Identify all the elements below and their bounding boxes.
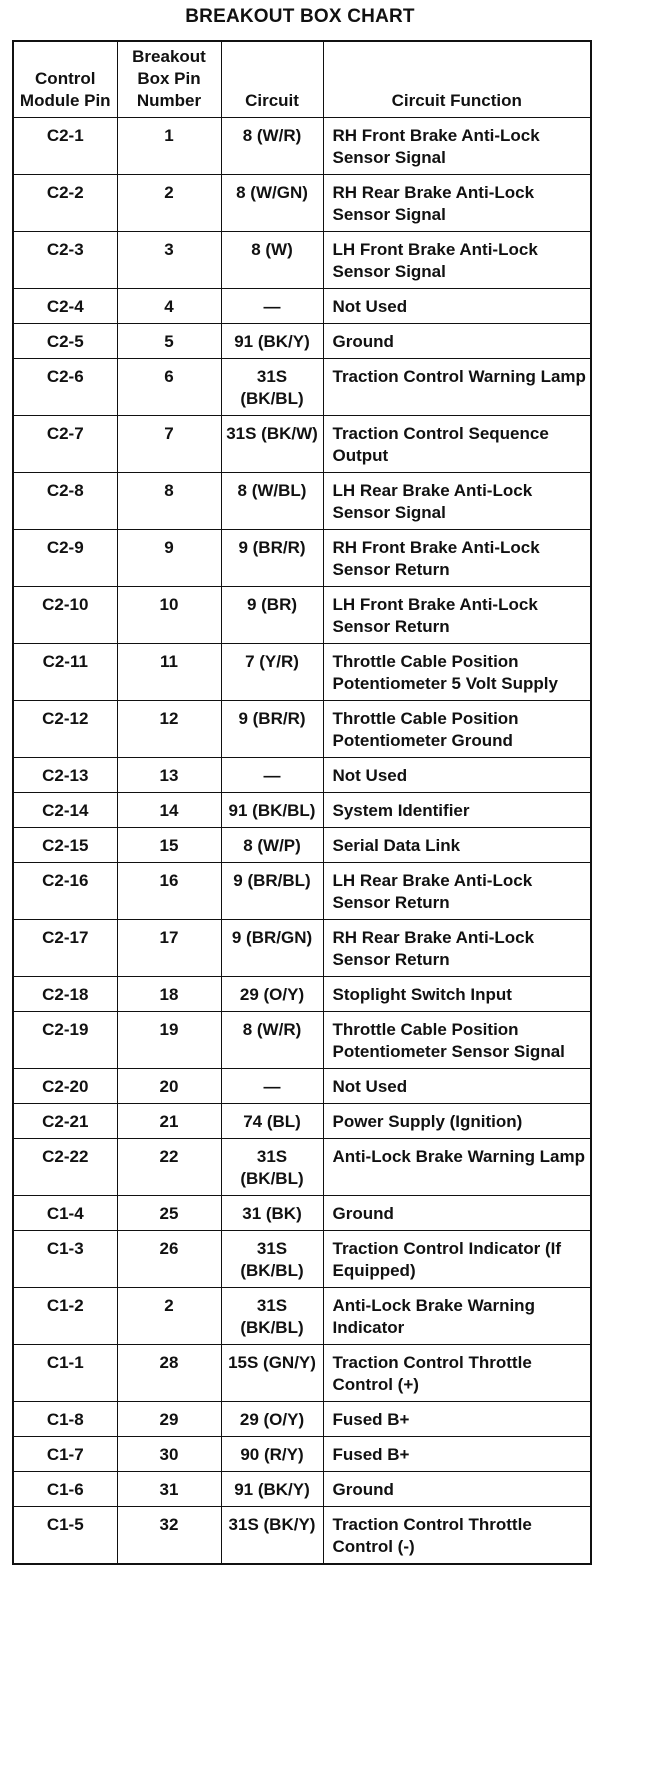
cell-circuit: — xyxy=(221,289,323,324)
cell-circuit-function: Stoplight Switch Input xyxy=(323,977,591,1012)
cell-circuit-function: Ground xyxy=(323,1196,591,1231)
cell-control-module-pin: C2-19 xyxy=(13,1012,117,1069)
cell-circuit-function: Throttle Cable Position Potentiometer Ground xyxy=(323,701,591,758)
cell-circuit: 29 (O/Y) xyxy=(221,1402,323,1437)
table-row xyxy=(13,1231,591,1288)
breakout-box-table xyxy=(12,40,592,1565)
table-row xyxy=(13,828,591,863)
cell-circuit-function: LH Rear Brake Anti-Lock Sensor Return xyxy=(323,863,591,920)
cell-circuit: 9 (BR/GN) xyxy=(221,920,323,977)
cell-circuit-function: RH Front Brake Anti-Lock Sensor Signal xyxy=(323,118,591,175)
cell-circuit-function: Not Used xyxy=(323,289,591,324)
cell-circuit-function: Traction Control Warning Lamp xyxy=(323,359,591,416)
cell-circuit-function: Throttle Cable Position Potentiometer Sensor Signal xyxy=(323,1012,591,1069)
table-row xyxy=(13,1139,591,1196)
cell-circuit-function: RH Front Brake Anti-Lock Sensor Return xyxy=(323,530,591,587)
cell-breakout-box-pin: 26 xyxy=(117,1231,221,1288)
cell-circuit: — xyxy=(221,758,323,793)
cell-breakout-box-pin: 1 xyxy=(117,118,221,175)
cell-circuit-function: Traction Control Sequence Output xyxy=(323,416,591,473)
cell-circuit: 8 (W) xyxy=(221,232,323,289)
cell-circuit: 8 (W/BL) xyxy=(221,473,323,530)
cell-circuit-function: Not Used xyxy=(323,1069,591,1104)
cell-breakout-box-pin: 9 xyxy=(117,530,221,587)
table-row xyxy=(13,758,591,793)
cell-breakout-box-pin: 17 xyxy=(117,920,221,977)
table-row xyxy=(13,175,591,232)
cell-breakout-box-pin: 11 xyxy=(117,644,221,701)
cell-breakout-box-pin: 2 xyxy=(117,175,221,232)
table-row xyxy=(13,587,591,644)
cell-breakout-box-pin: 28 xyxy=(117,1345,221,1402)
cell-circuit: 15S (GN/Y) xyxy=(221,1345,323,1402)
cell-control-module-pin: C2-10 xyxy=(13,587,117,644)
cell-circuit: 8 (W/R) xyxy=(221,1012,323,1069)
table-row xyxy=(13,920,591,977)
cell-circuit-function: Power Supply (Ignition) xyxy=(323,1104,591,1139)
cell-breakout-box-pin: 10 xyxy=(117,587,221,644)
cell-circuit: 74 (BL) xyxy=(221,1104,323,1139)
cell-control-module-pin: C2-13 xyxy=(13,758,117,793)
table-row xyxy=(13,1104,591,1139)
cell-circuit: 90 (R/Y) xyxy=(221,1437,323,1472)
cell-circuit-function: RH Rear Brake Anti-Lock Sensor Return xyxy=(323,920,591,977)
cell-control-module-pin: C2-22 xyxy=(13,1139,117,1196)
cell-control-module-pin: C2-5 xyxy=(13,324,117,359)
cell-control-module-pin: C1-8 xyxy=(13,1402,117,1437)
cell-breakout-box-pin: 22 xyxy=(117,1139,221,1196)
cell-circuit-function: LH Rear Brake Anti-Lock Sensor Signal xyxy=(323,473,591,530)
cell-control-module-pin: C2-16 xyxy=(13,863,117,920)
table-row xyxy=(13,1196,591,1231)
cell-circuit: 91 (BK/BL) xyxy=(221,793,323,828)
cell-breakout-box-pin: 21 xyxy=(117,1104,221,1139)
cell-control-module-pin: C2-12 xyxy=(13,701,117,758)
cell-circuit-function: Fused B+ xyxy=(323,1437,591,1472)
cell-control-module-pin: C2-21 xyxy=(13,1104,117,1139)
chart-title: BREAKOUT BOX CHART xyxy=(185,6,415,27)
cell-control-module-pin: C2-18 xyxy=(13,977,117,1012)
cell-circuit: 31S (BK/W) xyxy=(221,416,323,473)
table-row xyxy=(13,118,591,175)
header-breakout-box-pin-number: Breakout Box Pin Number xyxy=(117,41,221,118)
cell-circuit: 7 (Y/R) xyxy=(221,644,323,701)
header-circuit-function: Circuit Function xyxy=(323,41,591,118)
cell-breakout-box-pin: 20 xyxy=(117,1069,221,1104)
cell-control-module-pin: C2-4 xyxy=(13,289,117,324)
cell-control-module-pin: C1-3 xyxy=(13,1231,117,1288)
cell-circuit-function: Fused B+ xyxy=(323,1402,591,1437)
table-row xyxy=(13,863,591,920)
cell-circuit-function: RH Rear Brake Anti-Lock Sensor Signal xyxy=(323,175,591,232)
cell-circuit: — xyxy=(221,1069,323,1104)
cell-circuit: 8 (W/GN) xyxy=(221,175,323,232)
cell-breakout-box-pin: 16 xyxy=(117,863,221,920)
cell-circuit: 91 (BK/Y) xyxy=(221,324,323,359)
cell-control-module-pin: C1-7 xyxy=(13,1437,117,1472)
table-row xyxy=(13,1402,591,1437)
cell-breakout-box-pin: 32 xyxy=(117,1507,221,1565)
cell-control-module-pin: C2-20 xyxy=(13,1069,117,1104)
cell-control-module-pin: C2-1 xyxy=(13,118,117,175)
cell-circuit-function: Traction Control Throttle Control (+) xyxy=(323,1345,591,1402)
table-row xyxy=(13,793,591,828)
cell-breakout-box-pin: 30 xyxy=(117,1437,221,1472)
cell-circuit: 91 (BK/Y) xyxy=(221,1472,323,1507)
cell-control-module-pin: C2-9 xyxy=(13,530,117,587)
cell-control-module-pin: C1-5 xyxy=(13,1507,117,1565)
table-row xyxy=(13,1069,591,1104)
cell-breakout-box-pin: 6 xyxy=(117,359,221,416)
cell-circuit-function: LH Front Brake Anti-Lock Sensor Signal xyxy=(323,232,591,289)
table-row xyxy=(13,1288,591,1345)
cell-control-module-pin: C2-3 xyxy=(13,232,117,289)
cell-control-module-pin: C1-1 xyxy=(13,1345,117,1402)
table-body xyxy=(13,118,591,1565)
cell-circuit-function: Throttle Cable Position Potentiometer 5 Volt Supply xyxy=(323,644,591,701)
table-row xyxy=(13,1507,591,1565)
cell-breakout-box-pin: 4 xyxy=(117,289,221,324)
cell-circuit: 31S (BK/BL) xyxy=(221,359,323,416)
cell-breakout-box-pin: 7 xyxy=(117,416,221,473)
cell-breakout-box-pin: 12 xyxy=(117,701,221,758)
cell-control-module-pin: C1-4 xyxy=(13,1196,117,1231)
cell-circuit-function: Traction Control Indicator (If Equipped) xyxy=(323,1231,591,1288)
cell-circuit: 9 (BR/BL) xyxy=(221,863,323,920)
cell-control-module-pin: C2-17 xyxy=(13,920,117,977)
cell-breakout-box-pin: 8 xyxy=(117,473,221,530)
cell-breakout-box-pin: 19 xyxy=(117,1012,221,1069)
cell-control-module-pin: C2-8 xyxy=(13,473,117,530)
cell-circuit-function: Anti-Lock Brake Warning Indicator xyxy=(323,1288,591,1345)
table-row xyxy=(13,324,591,359)
cell-control-module-pin: C2-15 xyxy=(13,828,117,863)
cell-control-module-pin: C1-2 xyxy=(13,1288,117,1345)
cell-breakout-box-pin: 15 xyxy=(117,828,221,863)
cell-circuit-function: Traction Control Throttle Control (-) xyxy=(323,1507,591,1565)
cell-control-module-pin: C2-11 xyxy=(13,644,117,701)
cell-circuit-function: Serial Data Link xyxy=(323,828,591,863)
table-row xyxy=(13,473,591,530)
cell-circuit: 9 (BR/R) xyxy=(221,530,323,587)
table-row xyxy=(13,530,591,587)
cell-breakout-box-pin: 13 xyxy=(117,758,221,793)
cell-circuit: 8 (W/P) xyxy=(221,828,323,863)
cell-control-module-pin: C2-7 xyxy=(13,416,117,473)
table-row xyxy=(13,1437,591,1472)
table-row xyxy=(13,416,591,473)
header-circuit: Circuit xyxy=(221,41,323,118)
cell-circuit-function: Ground xyxy=(323,324,591,359)
cell-circuit-function: LH Front Brake Anti-Lock Sensor Return xyxy=(323,587,591,644)
table-header-row xyxy=(13,41,591,118)
cell-circuit: 31 (BK) xyxy=(221,1196,323,1231)
table-row xyxy=(13,1345,591,1402)
cell-breakout-box-pin: 3 xyxy=(117,232,221,289)
cell-breakout-box-pin: 18 xyxy=(117,977,221,1012)
table-row xyxy=(13,232,591,289)
cell-circuit: 29 (O/Y) xyxy=(221,977,323,1012)
cell-breakout-box-pin: 25 xyxy=(117,1196,221,1231)
table-row xyxy=(13,977,591,1012)
cell-circuit: 9 (BR/R) xyxy=(221,701,323,758)
table-row xyxy=(13,289,591,324)
table-row xyxy=(13,1012,591,1069)
cell-circuit-function: Not Used xyxy=(323,758,591,793)
cell-breakout-box-pin: 31 xyxy=(117,1472,221,1507)
cell-circuit-function: Anti-Lock Brake Warning Lamp xyxy=(323,1139,591,1196)
header-control-module-pin: Control Module Pin xyxy=(13,41,117,118)
cell-control-module-pin: C1-6 xyxy=(13,1472,117,1507)
cell-control-module-pin: C2-6 xyxy=(13,359,117,416)
cell-control-module-pin: C2-2 xyxy=(13,175,117,232)
cell-circuit: 31S (BK/Y) xyxy=(221,1507,323,1565)
table-row xyxy=(13,644,591,701)
cell-control-module-pin: C2-14 xyxy=(13,793,117,828)
cell-circuit: 31S (BK/BL) xyxy=(221,1231,323,1288)
cell-circuit: 31S (BK/BL) xyxy=(221,1288,323,1345)
table-row xyxy=(13,701,591,758)
table-row xyxy=(13,359,591,416)
table-row xyxy=(13,1472,591,1507)
cell-breakout-box-pin: 29 xyxy=(117,1402,221,1437)
cell-circuit-function: Ground xyxy=(323,1472,591,1507)
cell-circuit: 9 (BR) xyxy=(221,587,323,644)
cell-breakout-box-pin: 14 xyxy=(117,793,221,828)
cell-breakout-box-pin: 5 xyxy=(117,324,221,359)
cell-circuit: 31S (BK/BL) xyxy=(221,1139,323,1196)
cell-breakout-box-pin: 2 xyxy=(117,1288,221,1345)
cell-circuit: 8 (W/R) xyxy=(221,118,323,175)
cell-circuit-function: System Identifier xyxy=(323,793,591,828)
